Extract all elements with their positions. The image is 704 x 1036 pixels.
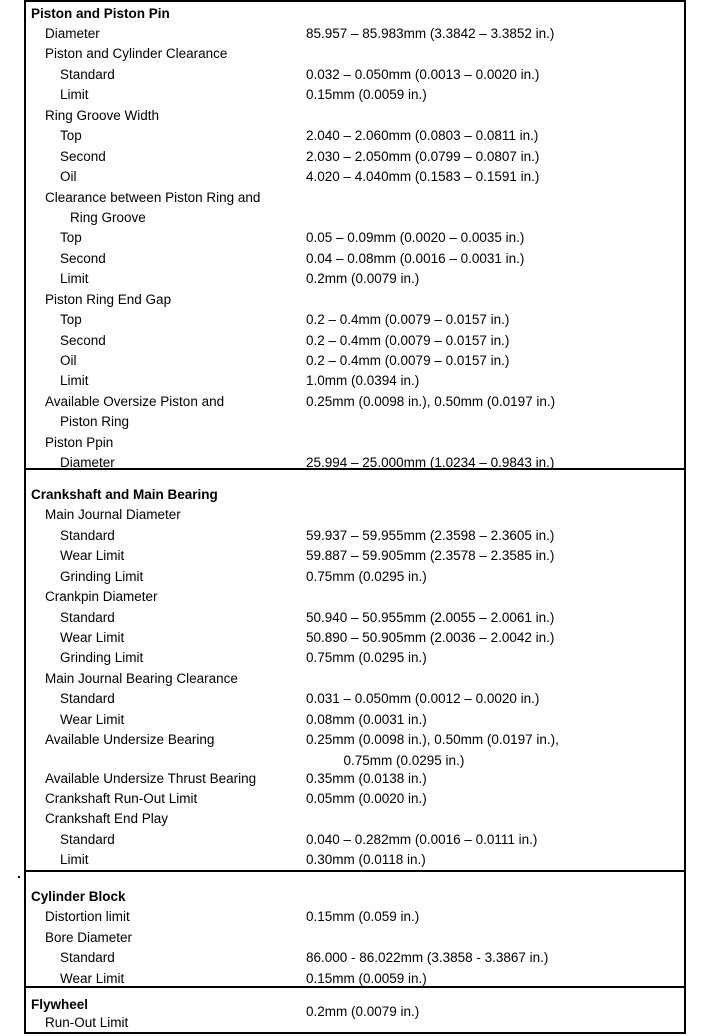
spec-label: Second — [60, 333, 106, 348]
table-row — [26, 906, 684, 927]
spec-value: 0.2 – 0.4mm (0.0079 – 0.0157 in.) — [306, 312, 510, 327]
spec-label: Piston Ring — [60, 414, 130, 429]
spec-label: Limit — [60, 271, 89, 286]
spec-label: Piston and Piston Pin — [31, 6, 170, 21]
spec-label: Crankpin Diameter — [45, 589, 158, 604]
spec-label: Diameter — [45, 26, 100, 41]
table-row — [26, 330, 684, 351]
spec-value: 50.890 – 50.905mm (2.0036 – 2.0042 in.) — [306, 630, 555, 645]
spec-value: 0.031 – 0.050mm (0.0012 – 0.0020 in.) — [306, 691, 540, 706]
spec-value: 59.937 – 59.955mm (2.3598 – 2.3605 in.) — [306, 528, 555, 543]
spec-value: 0.08mm (0.0031 in.) — [306, 712, 427, 727]
spec-label: Main Journal Bearing Clearance — [45, 671, 238, 686]
spec-value: 0.25mm (0.0098 in.), 0.50mm (0.0197 in.), — [306, 732, 559, 747]
spec-label: Limit — [60, 852, 89, 867]
spec-value: 2.030 – 2.050mm (0.0799 – 0.0807 in.) — [306, 149, 540, 164]
section-piston — [26, 0, 684, 470]
table-row — [26, 504, 684, 525]
spec-label: Standard — [60, 691, 115, 706]
table-row — [26, 927, 684, 948]
table-row — [26, 125, 684, 146]
table-row — [26, 647, 684, 668]
spec-value: 0.30mm (0.0118 in.) — [306, 852, 426, 867]
table-row — [26, 309, 684, 330]
spec-label: Ring Groove Width — [45, 108, 160, 123]
spec-label: Wear Limit — [60, 548, 125, 563]
spec-label: Wear Limit — [60, 630, 125, 645]
table-row — [26, 166, 684, 187]
spec-value: 0.05mm (0.0020 in.) — [306, 791, 427, 806]
table-row — [26, 788, 684, 809]
spec-value: 0.35mm (0.0138 in.) — [306, 771, 427, 786]
spec-value: 0.25mm (0.0098 in.), 0.50mm (0.0197 in.) — [306, 394, 556, 409]
spec-label: Wear Limit — [60, 971, 125, 986]
spec-label: Standard — [60, 610, 115, 625]
table-row — [26, 729, 684, 750]
table-row — [26, 586, 684, 607]
spec-label: Top — [60, 230, 82, 245]
table-row — [26, 84, 684, 105]
table-row — [26, 350, 684, 371]
table-row — [26, 146, 684, 167]
spec-value: 0.75mm (0.0295 in.) — [306, 753, 465, 768]
table-row — [26, 947, 684, 968]
table-row — [26, 248, 684, 269]
table-row — [26, 607, 684, 628]
table-row — [26, 1012, 684, 1033]
spec-label: Piston Ppin — [45, 435, 114, 450]
spec-label: Available Undersize Thrust Bearing — [45, 771, 257, 786]
spec-label: Limit — [60, 373, 89, 388]
spec-label: Main Journal Diameter — [45, 507, 181, 522]
table-row — [26, 886, 684, 907]
table-row — [26, 227, 684, 248]
section-cylinder-block — [26, 872, 684, 988]
table-row — [26, 566, 684, 587]
spec-value: 0.2 – 0.4mm (0.0079 – 0.0157 in.) — [306, 353, 510, 368]
table-row — [26, 668, 684, 689]
spec-value: 0.05 – 0.09mm (0.0020 – 0.0035 in.) — [306, 230, 525, 245]
spec-label: Top — [60, 312, 82, 327]
spec-label: Oil — [60, 169, 77, 184]
table-row — [26, 808, 684, 829]
spec-label: Crankshaft Run-Out Limit — [45, 791, 198, 806]
table-row — [26, 64, 684, 85]
spec-label: Second — [60, 251, 106, 266]
spec-label: Piston and Cylinder Clearance — [45, 46, 228, 61]
table-row — [26, 391, 684, 412]
spec-value: 0.15mm (0.0059 in.) — [306, 971, 427, 986]
spec-label: Standard — [60, 67, 115, 82]
spec-label: Oil — [60, 353, 77, 368]
spec-value: 1.0mm (0.0394 in.) — [306, 373, 420, 388]
spec-label: Grinding Limit — [60, 650, 144, 665]
spec-label: Ring Groove — [70, 210, 146, 225]
spec-value: 4.020 – 4.040mm (0.1583 – 0.1591 in.) — [306, 169, 540, 184]
spec-label: Diameter — [60, 455, 115, 470]
spec-label: Wear Limit — [60, 712, 125, 727]
table-row — [26, 627, 684, 648]
spec-label: Crankshaft and Main Bearing — [31, 487, 218, 502]
table-row — [26, 370, 684, 391]
table-row — [26, 849, 684, 870]
spec-table — [24, 0, 686, 1034]
spec-label: Grinding Limit — [60, 569, 144, 584]
table-row — [26, 23, 684, 44]
spec-value: 0.032 – 0.050mm (0.0013 – 0.0020 in.) — [306, 67, 540, 82]
table-row — [26, 3, 684, 24]
spec-value: 0.15mm (0.0059 in.) — [306, 87, 427, 102]
table-row — [26, 484, 684, 505]
table-row — [26, 187, 684, 208]
table-row — [26, 432, 684, 453]
spec-label: Limit — [60, 87, 89, 102]
spec-value: 59.887 – 59.905mm (2.3578 – 2.3585 in.) — [306, 548, 555, 563]
spec-label: Crankshaft End Play — [45, 811, 169, 826]
spec-value: 0.15mm (0.059 in.) — [306, 909, 420, 924]
table-row — [26, 268, 684, 289]
table-row — [26, 545, 684, 566]
table-row — [26, 829, 684, 850]
table-row — [26, 968, 684, 989]
spec-value: 0.040 – 0.282mm (0.0016 – 0.0111 in.) — [306, 832, 538, 847]
section-crankshaft — [26, 470, 684, 872]
spec-label: Standard — [60, 832, 115, 847]
margin-mark — [18, 876, 20, 878]
table-row — [26, 525, 684, 546]
spec-label: Piston Ring End Gap — [45, 292, 172, 307]
table-row — [26, 768, 684, 789]
spec-value: 0.2mm (0.0079 in.) — [306, 271, 420, 286]
spec-value: 85.957 – 85.983mm (3.3842 – 3.3852 in.) — [306, 26, 555, 41]
spec-label: Standard — [60, 528, 115, 543]
spec-label: Second — [60, 149, 106, 164]
table-row — [26, 411, 684, 432]
section-flywheel — [26, 988, 684, 1034]
spec-label: Available Undersize Bearing — [45, 732, 215, 747]
spec-label: Top — [60, 128, 82, 143]
spec-label: Available Oversize Piston and — [45, 394, 225, 409]
spec-value: 0.2 – 0.4mm (0.0079 – 0.0157 in.) — [306, 333, 510, 348]
spec-label: Bore Diameter — [45, 930, 133, 945]
spec-label: Run-Out Limit — [45, 1015, 129, 1030]
spec-value: 0.04 – 0.08mm (0.0016 – 0.0031 in.) — [306, 251, 525, 266]
spec-value: 50.940 – 50.955mm (2.0055 – 2.0061 in.) — [306, 610, 555, 625]
spec-value: 0.2mm (0.0079 in.) — [306, 1004, 420, 1019]
spec-label: Clearance between Piston Ring and — [45, 190, 261, 205]
spec-value: 2.040 – 2.060mm (0.0803 – 0.0811 in.) — [306, 128, 539, 143]
spec-label: Flywheel — [31, 997, 89, 1012]
spec-value: 25.994 – 25.000mm (1.0234 – 0.9843 in.) — [306, 455, 555, 470]
table-row — [26, 289, 684, 310]
table-row — [26, 43, 684, 64]
spec-value: 86.000 - 86.022mm (3.3858 - 3.3867 in.) — [306, 950, 549, 965]
spec-label: Cylinder Block — [31, 889, 126, 904]
table-row — [26, 688, 684, 709]
table-row — [26, 709, 684, 730]
spec-label: Standard — [60, 950, 115, 965]
spec-value: 0.75mm (0.0295 in.) — [306, 569, 427, 584]
table-row — [26, 207, 684, 228]
spec-label: Distortion limit — [45, 909, 130, 924]
spec-value: 0.75mm (0.0295 in.) — [306, 650, 427, 665]
table-row — [26, 105, 684, 126]
